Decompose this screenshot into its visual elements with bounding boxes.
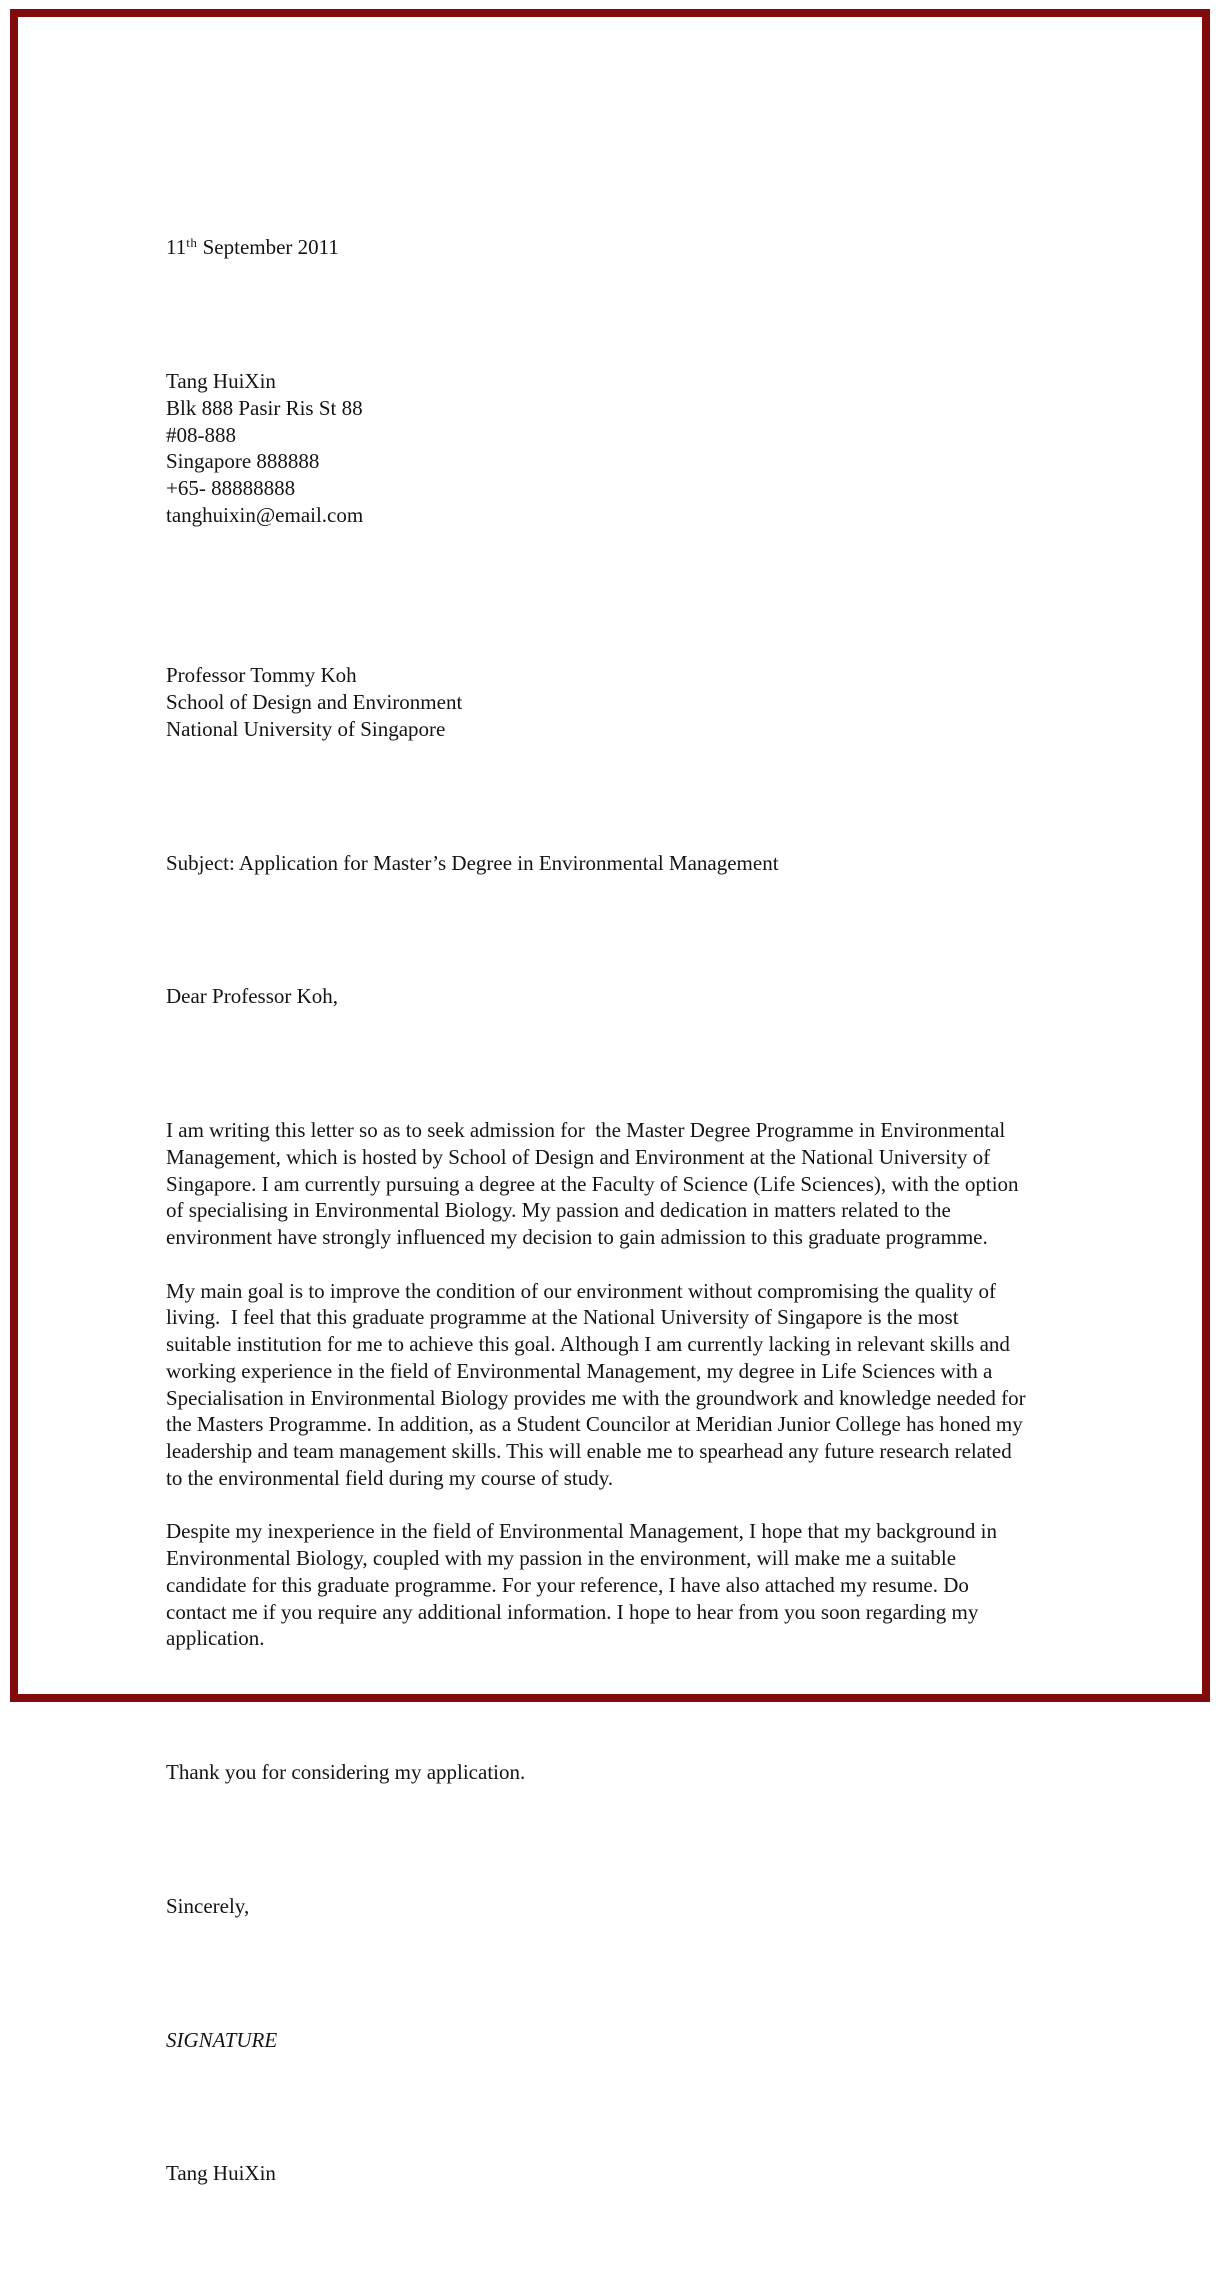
text-line: Singapore. I am currently pursuing a degree at the Faculty of Science (Life Sciences), with the option	[166, 1171, 1019, 1196]
text-line: Professor Tommy Koh	[166, 663, 357, 688]
body-paragraph	[166, 1117, 1144, 1251]
closing-thanks: Thank you for considering my application.	[166, 1760, 526, 1784]
text-line: Environmental Biology, coupled with my passion in the environment, will make me a suitable	[166, 1546, 957, 1570]
sender-address-block	[166, 368, 1144, 529]
text-line: tanghuixin@email.com	[166, 502, 364, 527]
salutation: Dear Professor Koh,	[166, 984, 339, 1009]
sign-off: Sincerely,	[166, 1893, 250, 1918]
text-line: suitable institution for me to achieve this goal. Although I am currently lacking in relevant skills and	[166, 1332, 1010, 1356]
text-line: My main goal is to improve the condition of our environment without compromising the quality of	[166, 1278, 996, 1303]
text-line: living. I feel that this graduate programme at the National University of Singapore is the most	[166, 1305, 959, 1330]
date-ordinal-suffix: th	[186, 235, 198, 251]
page-border-frame	[10, 9, 1210, 2186]
text-line: of specialising in Environmental Biology. My passion and dedication in matters related to the	[166, 1198, 951, 1223]
text-line: Despite my inexperience in the field of Environmental Management, I hope that my background in	[166, 1519, 997, 1544]
signed-name: Tang HuiXin	[166, 2161, 276, 2186]
body-paragraph	[166, 1278, 1144, 1492]
text-line: Management, which is hosted by School of Design and Environment at the National University of	[166, 1144, 991, 1169]
text-line: Specialisation in Environmental Biology provides me with the groundwork and knowledge needed for	[166, 1385, 1026, 1410]
text-line: Blk 888 Pasir Ris St 88	[166, 395, 363, 420]
recipient-address-block	[166, 662, 1144, 742]
text-line: I am writing this letter so as to seek admission for the Master Degree Programme in Environmental	[166, 1118, 1006, 1142]
text-line: leadership and team management skills. This will enable me to spearhead any future research related	[166, 1439, 1012, 1463]
text-line: +65- 88888888	[166, 476, 296, 500]
letter-body	[166, 1117, 1144, 1652]
date-month-year: September 2011	[197, 235, 339, 260]
signature-placeholder: SIGNATURE	[166, 2027, 278, 2052]
subject-line: Subject: Application for Master’s Degree in Environmental Management	[166, 850, 779, 875]
text-line: contact me if you require any additional information. I hope to hear from you soon regarding my	[166, 1599, 979, 1624]
letter-content	[36, 35, 1184, 2186]
text-line: Tang HuiXin	[166, 369, 276, 393]
text-line: to the environmental field during my course of study.	[166, 1465, 614, 1490]
text-line: environment have strongly influenced my decision to gain admission to this graduate programme.	[166, 1225, 988, 1249]
text-line: #08-888	[166, 422, 236, 447]
text-line: the Masters Programme. In addition, as a Student Councilor at Meridian Junior College has honed my	[166, 1412, 1023, 1437]
date-day: 11	[166, 235, 187, 260]
letter-date	[166, 234, 1144, 261]
text-line: application.	[166, 1626, 265, 1651]
text-line: working experience in the field of Environmental Management, my degree in Life Sciences with a	[166, 1358, 993, 1383]
text-line: Singapore 888888	[166, 449, 320, 474]
text-line: School of Design and Environment	[166, 690, 463, 714]
body-paragraph	[166, 1518, 1144, 1652]
text-line: candidate for this graduate programme. For your reference, I have also attached my resume. Do	[166, 1572, 969, 1597]
text-line: National University of Singapore	[166, 716, 446, 741]
